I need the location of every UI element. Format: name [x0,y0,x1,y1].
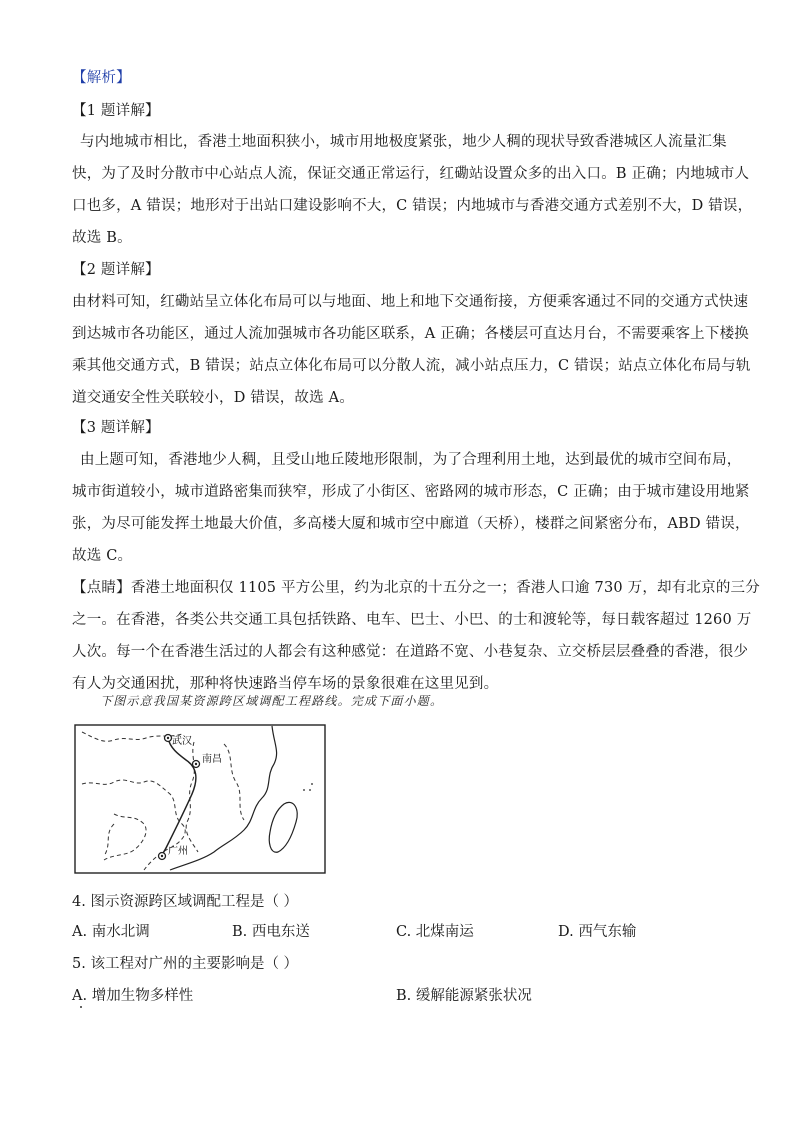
route-map [74,724,326,874]
city-label-guangzhou: 广州 [168,846,188,857]
tip-line: 有人为交通困扰，那种将快速路当停车场的景象很难在这里见到。 [72,676,499,692]
question-4-option-b[interactable]: B. 西电东送 [232,924,310,940]
q2-line: 到达城市各功能区，通过人流加强城市各功能区联系，A 正确；各楼层可直达月台，不需要乘客上下楼换 [72,326,749,342]
map-frame [75,725,325,873]
tip-line: 人次。每一个在香港生活过的人都会有这种感觉：在道路不宽、小巷复杂、立交桥层层叠叠的香港，很少 [72,644,749,660]
city-label-wuhan: 武汉 [172,736,192,747]
q3-line: 城市街道较小，城市道路密集而狭窄，形成了小街区、密路网的城市形态，C 正确；由于城市建设用地紧 [72,484,750,500]
q1-line: 口也多，A 错误；地形对于出站口建设影响不大，C 错误；内地城市与香港交通方式差别不大，D 错误， [72,198,753,214]
analysis-heading: 【解析】 [72,70,131,86]
figure-caption: 下图示意我国某资源跨区域调配工程路线。完成下面小题。 [100,694,444,708]
tip-label: 【点睛】 [72,580,131,596]
question-4-option-a[interactable]: A. 南水北调 [72,924,150,940]
q1-line: 与内地城市相比，香港土地面积狭小，城市用地极度紧张，地少人稠的现状导致香港城区人流量汇集 [80,134,727,150]
tip-line-first [72,576,760,597]
q1-heading: 【1 题详解】 [72,103,160,119]
q2-line: 乘其他交通方式，B 错误；站点立体化布局可以分散人流，减小站点压力，C 错误；站点立体化布局与轨 [72,358,751,374]
q2-heading: 【2 题详解】 [72,262,160,278]
q2-line: 道交通安全性关联较小，D 错误，故选 A。 [72,390,355,406]
question-4-option-c[interactable]: C. 北煤南运 [396,924,474,940]
scan-speck [80,1006,82,1008]
city-label-nanchang: 南昌 [202,754,222,765]
question-4-stem: 4. 图示资源跨区域调配工程是（ ） [72,894,299,910]
q3-line: 由上题可知，香港地少人稠，且受山地丘陵地形限制，为了合理利用土地，达到最优的城市空间布局， [80,452,742,468]
tip-text: 香港土地面积仅 1105 平方公里，约为北京的十五分之一；香港人口逾 730 万，却有北京的三分 [130,580,760,596]
question-5-option-b[interactable]: B. 缓解能源紧张状况 [396,988,532,1004]
question-5-option-a[interactable]: A. 增加生物多样性 [72,988,194,1004]
q1-line: 故选 B。 [72,230,132,246]
q3-heading: 【3 题详解】 [72,420,160,436]
q3-line: 张，为尽可能发挥土地最大价值，多高楼大厦和城市空中廊道（天桥），楼群之间紧密分布，ABD 错误， [72,516,750,532]
q1-line: 快，为了及时分散市中心站点人流，保证交通正常运行，红磡站设置众多的出入口。B 正确；内地城市人 [72,166,750,182]
question-5-stem: 5. 该工程对广州的主要影响是（ ） [72,956,299,972]
q2-line: 由材料可知，红磡站呈立体化布局可以与地面、地上和地下交通衔接，方便乘客通过不同的交通方式快速 [72,294,749,310]
tip-line: 之一。在香港，各类公共交通工具包括铁路、电车、巴士、小巴、的士和渡轮等，每日载客超过 1260 万 [72,612,752,628]
question-4-option-d[interactable]: D. 西气东输 [558,924,637,940]
q3-line: 故选 C。 [72,548,133,564]
